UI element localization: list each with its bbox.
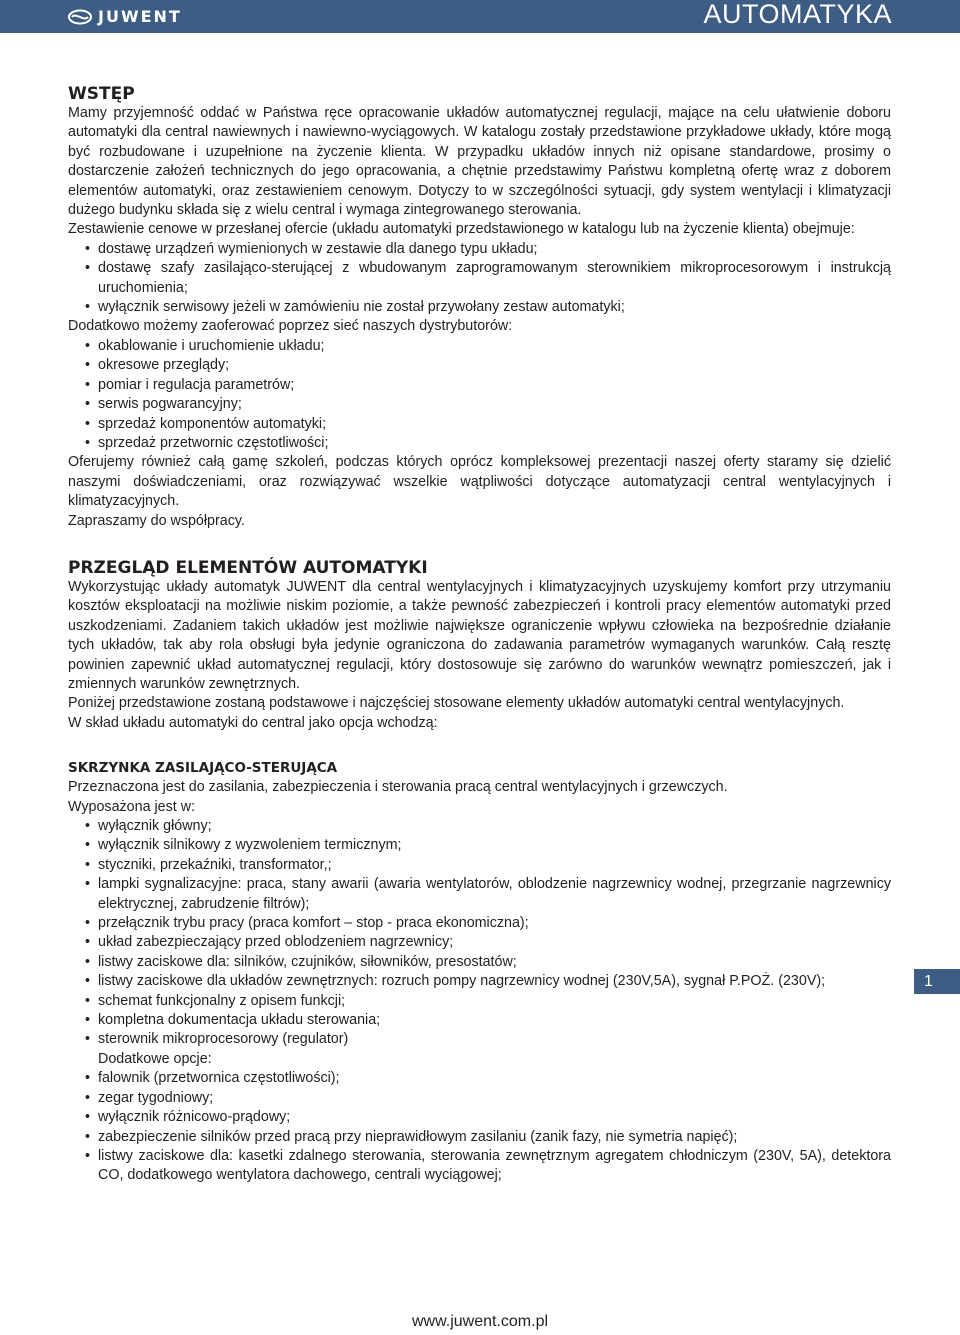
- intro-paragraph-2: Zestawienie cenowe w przesłanej ofercie (układu automatyki przedstawionego w katalogu lub na życzenie klienta) obejmuje:: [68, 221, 855, 238]
- list-item: • listwy zaciskowe dla układów zewnętrznych: rozruch pompy nagrzewnicy wodnej (230V,5A), sygnał P.POŻ. (230V);: [85, 973, 826, 990]
- page-header: [0, 0, 960, 33]
- section-title: AUTOMATYKA: [703, 0, 892, 29]
- main-content: [68, 84, 891, 1186]
- intro-paragraph-1: Mamy przyjemność oddać w Państwa ręce opracowanie układów automatycznej regulacji, mające na celu ułatwienie doboru automatyki dla central nawiewnych i nawiewno-wyciągowych. W katalogu zostały przedstawione przykładowe układy, które mogą być rozbudowane i uzupełnione na życzenie klienta. W przypadku układów innych niż opisane standardowe, prosimy o dostarczenie założeń technicznych do jego opracowania, a chętnie przedstawimy Państwu kompletną ofertę wraz z doborem elementów automatyki, oraz zestawieniem cenowym. Dotyczy to w szczególności sytuacji, gdy system wentylacji i klimatyzacji dużego budynku składa się z wielu central i wymaga zintegrowanego sterowania.: [68, 105, 891, 219]
- offer-includes-list: [68, 240, 891, 318]
- control-box-heading: SKRZYNKA ZASILAJĄCO-STERUJĄCA: [68, 760, 338, 777]
- options-label: Dodatkowe opcje:: [98, 1050, 212, 1067]
- list-item: • układ zabezpieczający przed oblodzeniem nagrzewnicy;: [85, 934, 454, 951]
- juwent-logo-icon: [68, 9, 92, 25]
- list-item: • sprzedaż przetwornic częstotliwości;: [85, 434, 329, 451]
- list-item: • schemat funkcjonalny z opisem funkcji;: [85, 992, 346, 1009]
- intro-paragraph-5: Zapraszamy do współpracy.: [68, 512, 245, 529]
- list-item: • wyłącznik serwisowy jeżeli w zamówieniu nie został przywołany zestaw automatyki;: [85, 299, 625, 316]
- juwent-logo: [68, 3, 182, 30]
- list-item: • wyłącznik silnikowy z wyzwoleniem termicznym;: [85, 837, 402, 854]
- list-item: • lampki sygnalizacyjne: praca, stany awarii (awaria wentylatorów, oblodzenie nagrzewnicy wodnej, przegrzanie nagrzewnicy elektrycznej, zabrudzenie filtrów);: [85, 876, 891, 912]
- list-item: • listwy zaciskowe dla: silników, czujników, siłowników, presostatów;: [85, 953, 517, 970]
- list-item: • zegar tygodniowy;: [85, 1089, 214, 1106]
- list-item: • pomiar i regulacja parametrów;: [85, 376, 295, 393]
- list-item: • okresowe przeglądy;: [85, 357, 230, 374]
- logo-text: JUWENT: [98, 7, 182, 26]
- equipment-list: [68, 817, 891, 1050]
- control-box-paragraph-2: Wyposażona jest w:: [68, 798, 196, 815]
- intro-paragraph-3: Dodatkowo możemy zaoferować poprzez sieć naszych dystrybutorów:: [68, 318, 513, 335]
- overview-paragraph-1: Wykorzystując układy automatyk JUWENT dla central wentylacyjnych i klimatyzacyjnych uzyskujemy komfort przy utrzymaniu kosztów eksploatacji na możliwie niskim poziomie, a także pewność zabezpieczeń i kontroli pracy elementów automatyki przed uszkodzeniami. Zadaniem takich układów jest możliwie największe ograniczenie wpływu człowieka na bezpośrednie działanie tych układów, tak aby rola obsługi była jedynie ograniczona do zadawania parametrów wymaganych warunków. Całą resztę powinien zapewnić układ automatycznej regulacji, który dostosowuje się zarówno do warunków wewnątrz pomieszczeń, jak i zmiennych warunków zewnętrznych.: [68, 578, 891, 692]
- list-item: • wyłącznik różnicowo-prądowy;: [85, 1109, 291, 1126]
- list-item: • kompletna dokumentacja układu sterowania;: [85, 1012, 381, 1029]
- list-item: • falownik (przetwornica częstotliwości);: [85, 1070, 340, 1087]
- list-item: • wyłącznik główny;: [85, 818, 212, 834]
- distributor-services-list: [68, 337, 891, 453]
- control-box-paragraph-1: Przeznaczona jest do zasilania, zabezpieczenia i sterowania pracą central wentylacyjnych i grzewczych.: [68, 779, 728, 796]
- list-item: • dostawę szafy zasilająco-sterującej z wbudowanym zaprogramowanym sterownikiem mikroprocesorowym i instrukcją uruchomienia;: [85, 260, 891, 296]
- list-item: • listwy zaciskowe dla: kasetki zdalnego sterowania, sterowania zewnętrznym agregatem chłodniczym (230V, 5A), detektora CO, dodatkowego wentylatora dachowego, centrali wyciągowej;: [85, 1147, 891, 1184]
- list-item: • serwis pogwarancyjny;: [85, 396, 242, 413]
- list-item: • dostawę urządzeń wymienionych w zestawie dla danego typu układu;: [85, 240, 538, 257]
- list-item: • sprzedaż komponentów automatyki;: [85, 415, 327, 432]
- list-item: • sterownik mikroprocesorowy (regulator): [85, 1031, 349, 1048]
- intro-heading: WSTĘP: [68, 84, 135, 104]
- overview-paragraph-3: W skład układu automatyki do central jako opcja wchodzą:: [68, 714, 438, 731]
- list-item: • zabezpieczenie silników przed pracą przy nieprawidłowym zasilaniu (zanik fazy, nie symetria napięć);: [85, 1128, 738, 1145]
- footer-url[interactable]: www.juwent.com.pl: [411, 1313, 549, 1330]
- list-item: • okablowanie i uruchomienie układu;: [85, 337, 325, 354]
- overview-paragraph-2: Poniżej przedstawione zostaną podstawowe i najczęściej stosowane elementy układów automatyki central wentylacyjnych.: [68, 695, 845, 712]
- list-item: • styczniki, przekaźniki, transformator,;: [85, 856, 332, 873]
- overview-heading: PRZEGLĄD ELEMENTÓW AUTOMATYKI: [68, 557, 428, 578]
- intro-paragraph-4: Oferujemy również całą gamę szkoleń, podczas których oprócz kompleksowej prezentacji naszej oferty staramy się dzielić naszymi doświadczeniami, oraz rozwiązywać wszelkie wątpliwości dotyczące automatyzacji central wentylacyjnych i klimatyzacyjnych.: [68, 454, 891, 510]
- page-number: 1: [914, 969, 960, 994]
- list-item: • przełącznik trybu pracy (praca komfort – stop - praca ekonomiczna);: [85, 915, 529, 932]
- options-list: [68, 1069, 891, 1185]
